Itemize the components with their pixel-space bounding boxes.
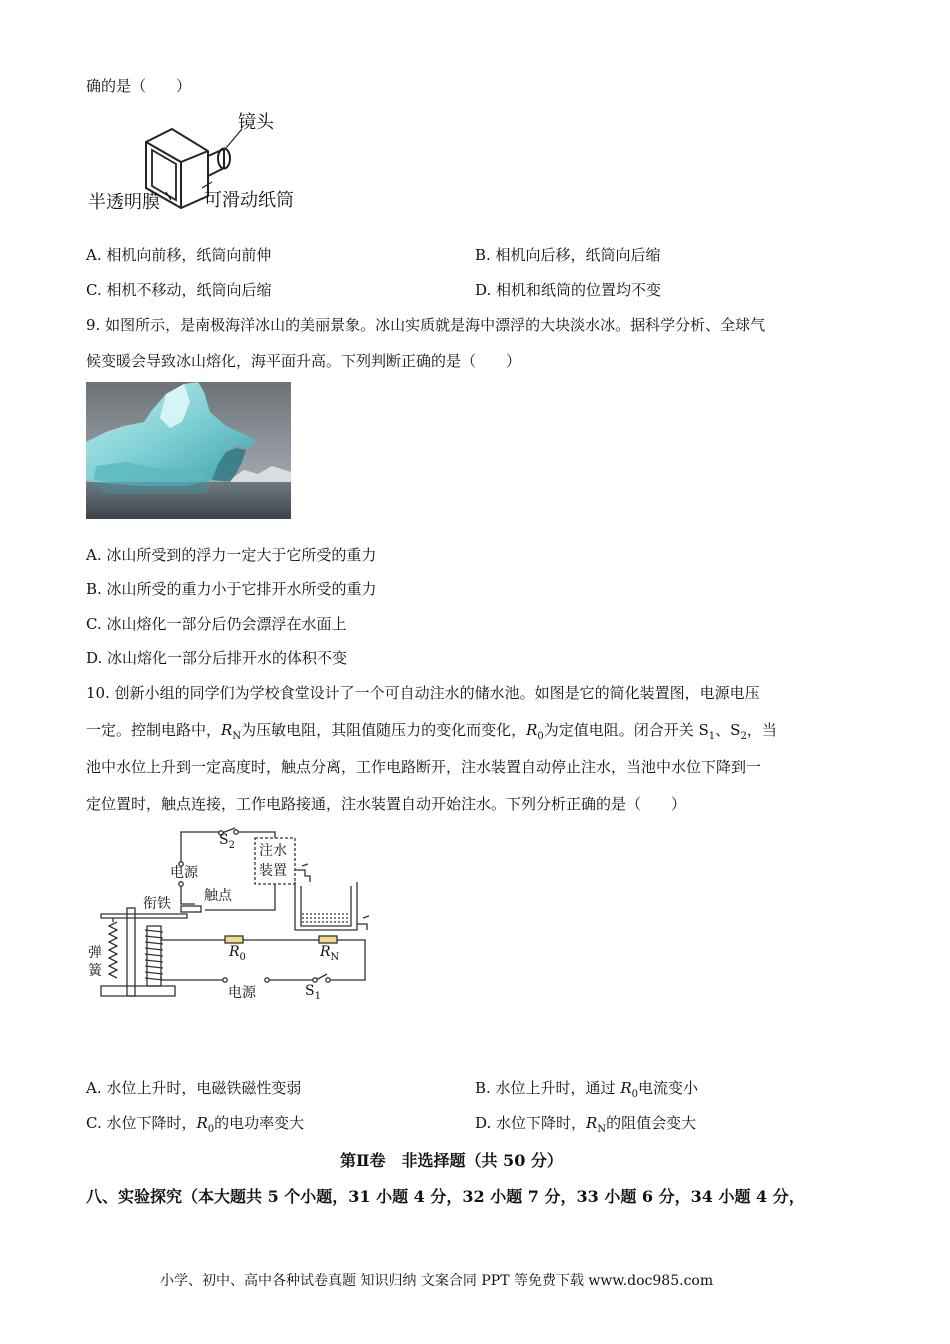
membrane-label: 半透明膜 xyxy=(88,192,160,213)
lens-label: 镜头 xyxy=(238,112,274,133)
q9-option-d: D. 冰山熔化一部分后排开水的体积不变 xyxy=(86,649,348,667)
q8-question-tail: 确的是（ ） xyxy=(86,77,192,95)
q8-option-a: A. 相机向前移，纸筒向前伸 xyxy=(86,246,272,264)
q9-stem-line1: 9. 如图所示，是南极海洋冰山的美丽景象。冰山实质就是海中漂浮的大块淡水冰。据科学分析、全球气 xyxy=(86,316,766,334)
label-spring-1: 弹 xyxy=(88,945,102,961)
label-power-bottom: 电源 xyxy=(228,985,256,1001)
q9-option-b: B. 冰山所受的重力小于它排开水所受的重力 xyxy=(86,580,377,598)
label-injector-1: 注水 xyxy=(259,843,287,859)
q10-option-d: D. 水位下降时，$R_N$的阻值会变大 xyxy=(475,1114,697,1135)
label-power-top: 电源 xyxy=(170,865,198,881)
q8-option-b: B. 相机向后移，纸筒向后缩 xyxy=(475,246,661,264)
q9-option-a: A. 冰山所受到的浮力一定大于它所受的重力 xyxy=(86,546,377,564)
label-rn: $R_N$ xyxy=(320,944,340,963)
section-8-heading: 八、实验探究（本大题共 5 个小题，31 小题 4 分，32 小题 7 分，33 小题 6 分，34 小题 4 分， xyxy=(86,1187,805,1206)
q10-stem-line4: 定位置时，触点连接，工作电路接通，注水装置自动开始注水。下列分析正确的是（ ） xyxy=(86,795,687,813)
section-2-title: 第Ⅱ卷 非选择题（共 50 分） xyxy=(340,1151,563,1170)
q9-stem-line2: 候变暖会导致冰山熔化，海平面升高。下列判断正确的是（ ） xyxy=(86,352,522,370)
q10-stem-line1: 10. 创新小组的同学们为学校食堂设计了一个可自动注水的储水池。如图是它的简化装置图，电源电压 xyxy=(86,684,760,702)
page-footer: 小学、初中、高中各种试卷真题 知识归纳 文案合同 PPT 等免费下载 www.doc985.com xyxy=(160,1273,714,1289)
circuit-diagram xyxy=(95,826,385,1006)
q9-option-c: C. 冰山熔化一部分后仍会漂浮在水面上 xyxy=(86,615,347,633)
label-spring-2: 簧 xyxy=(88,963,102,979)
q10-stem-line3: 池中水位上升到一定高度时，触点分离，工作电路断开，注水装置自动停止注水，当池中水位下降到一 xyxy=(86,758,762,776)
label-contact: 触点 xyxy=(204,888,232,904)
tube-label: 可滑动纸筒 xyxy=(204,190,294,211)
q10-stem-line2: 一定。控制电路中，$R_N$为压敏电阻，其阻值随压力的变化而变化，$R_0$为定值电阻。闭合开关 $S_1$、$S_2$，当 xyxy=(86,721,777,742)
q10-option-a: A. 水位上升时，电磁铁磁性变弱 xyxy=(86,1079,302,1097)
label-s1: $S_1$ xyxy=(305,983,321,1002)
label-injector-2: 装置 xyxy=(259,863,287,879)
iceberg-photo xyxy=(86,382,291,519)
q8-option-c: C. 相机不移动，纸筒向后缩 xyxy=(86,281,272,299)
q8-option-d: D. 相机和纸筒的位置均不变 xyxy=(475,281,662,299)
q10-option-b: B. 水位上升时，通过 $R_0$电流变小 xyxy=(475,1079,699,1100)
label-r0: $R_0$ xyxy=(229,944,246,963)
q10-option-c: C. 水位下降时，$R_0$的电功率变大 xyxy=(86,1114,305,1135)
label-armature: 衔铁 xyxy=(143,896,171,912)
label-s2: $S_2$ xyxy=(219,832,235,851)
